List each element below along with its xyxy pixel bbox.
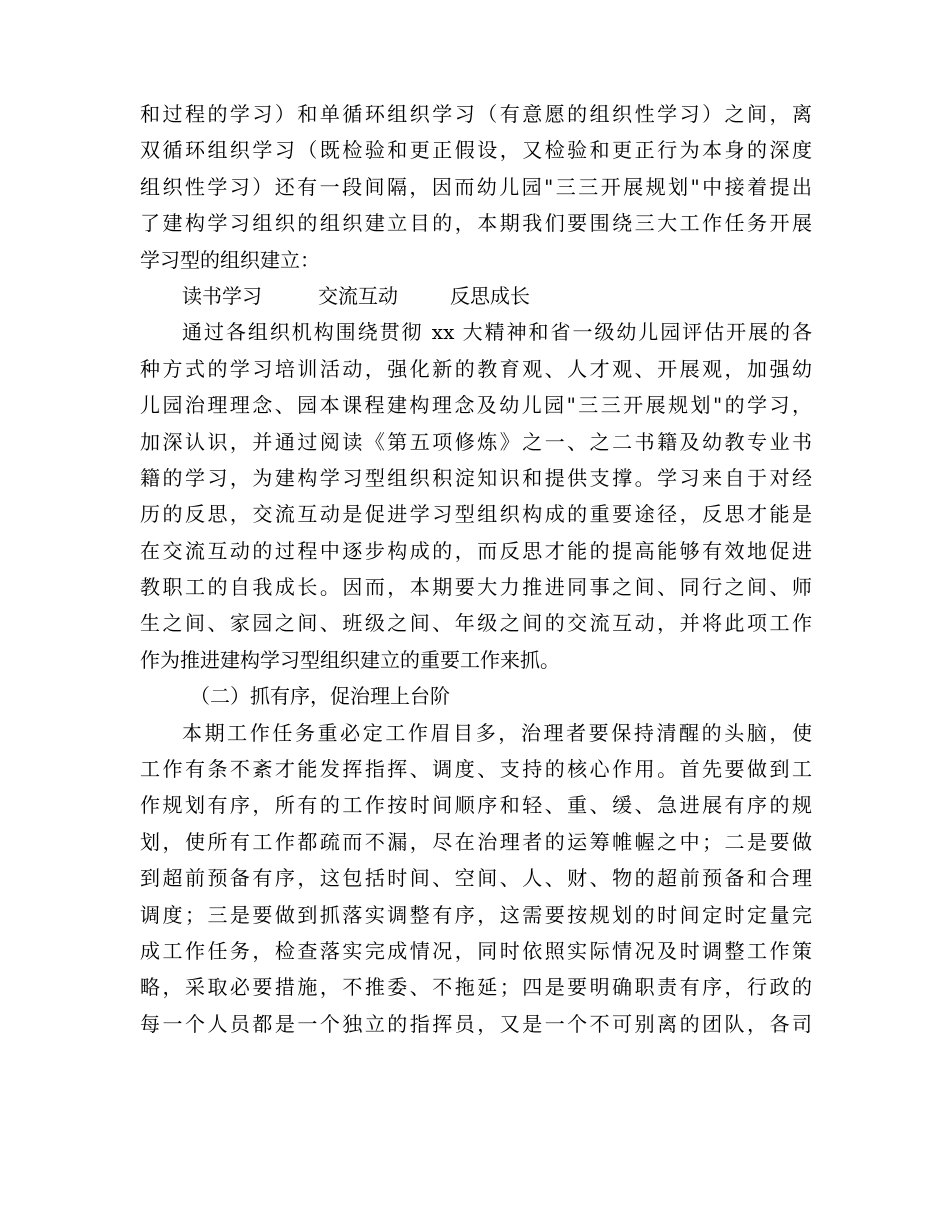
subheading-reading: 读书学习 [182, 283, 262, 308]
subheading-reflection: 反思成长 [450, 283, 530, 308]
text-line: 儿园治理理念、园本课程建构理念及幼儿园"三三开展规划"的学习， [140, 393, 812, 418]
text-line: 种方式的学习培训活动，强化新的教育观、人才观、开展观，加强幼 [140, 356, 812, 381]
subheadings-row [140, 278, 812, 314]
text-line: 双循环组织学习（既检验和更正假设，又检验和更正行为本身的深度 [140, 138, 812, 163]
paragraph-3 [140, 715, 812, 1043]
text-line: 籍的学习，为建构学习型组织积淀知识和提供支撑。学习来自于对经 [140, 465, 812, 490]
text-line: 了建构学习组织的组织建立目的，本期我们要围绕三大工作任务开展 [140, 211, 812, 236]
text-line: 成工作任务，检查落实完成情况，同时依照实际情况及时调整工作策 [140, 938, 812, 963]
text-line: 略，采取必要措施，不推委、不拖延；四是要明确职责有序，行政的 [140, 975, 812, 1000]
text-line: 教职工的自我成长。因而，本期要大力推进同事之间、同行之间、师 [140, 575, 812, 600]
text-line: 生之间、家园之间、班级之间、年级之间的交流互动，并将此项工作 [140, 611, 812, 636]
text-line: 作为推进建构学习型组织建立的重要工作来抓。 [140, 647, 560, 672]
document-page [140, 96, 812, 1042]
text-line: 调度；三是要做到抓落实调整有序，这需要按规划的时间定时定量完 [140, 902, 812, 927]
text-line: 工作有条不紊才能发挥指挥、调度、支持的核心作用。首先要做到工 [140, 757, 812, 782]
text-line: 加深认识，并通过阅读《第五项修炼》之一、之二书籍及幼教专业书 [140, 429, 812, 454]
text-line: 学习型的组织建立： [140, 247, 320, 272]
paragraph-1 [140, 96, 812, 278]
paragraph-2 [140, 314, 812, 678]
text-line: 本期工作任务重必定工作眉目多，治理者要保持清醒的头脑，使 [182, 720, 812, 745]
subheading-exchange: 交流互动 [318, 283, 398, 308]
text-line: 通过各组织机构围绕贯彻 xx 大精神和省一级幼儿园评估开展的各 [182, 320, 812, 345]
text-line: 历的反思，交流互动是促进学习型组织构成的重要途径，反思才能是 [140, 502, 812, 527]
text-line: 划，使所有工作都疏而不漏，尽在治理者的运筹帷幄之中；二是要做 [140, 829, 812, 854]
text-line: 组织性学习）还有一段间隔，因而幼儿园"三三开展规划"中接着提出 [140, 174, 812, 199]
text-line: 每一个人员都是一个独立的指挥员，又是一个不可别离的团队，各司 [140, 1011, 812, 1036]
section-heading: （二）抓有序，促治理上台阶 [190, 684, 450, 709]
text-line: 在交流互动的过程中逐步构成的，而反思才能的提高能够有效地促进 [140, 538, 812, 563]
text-line: 到超前预备有序，这包括时间、空间、人、财、物的超前预备和合理 [140, 866, 812, 891]
text-line: 作规划有序，所有的工作按时间顺序和轻、重、缓、急进展有序的规 [140, 793, 812, 818]
text-line: 和过程的学习）和单循环组织学习（有意愿的组织性学习）之间，离 [140, 102, 812, 126]
